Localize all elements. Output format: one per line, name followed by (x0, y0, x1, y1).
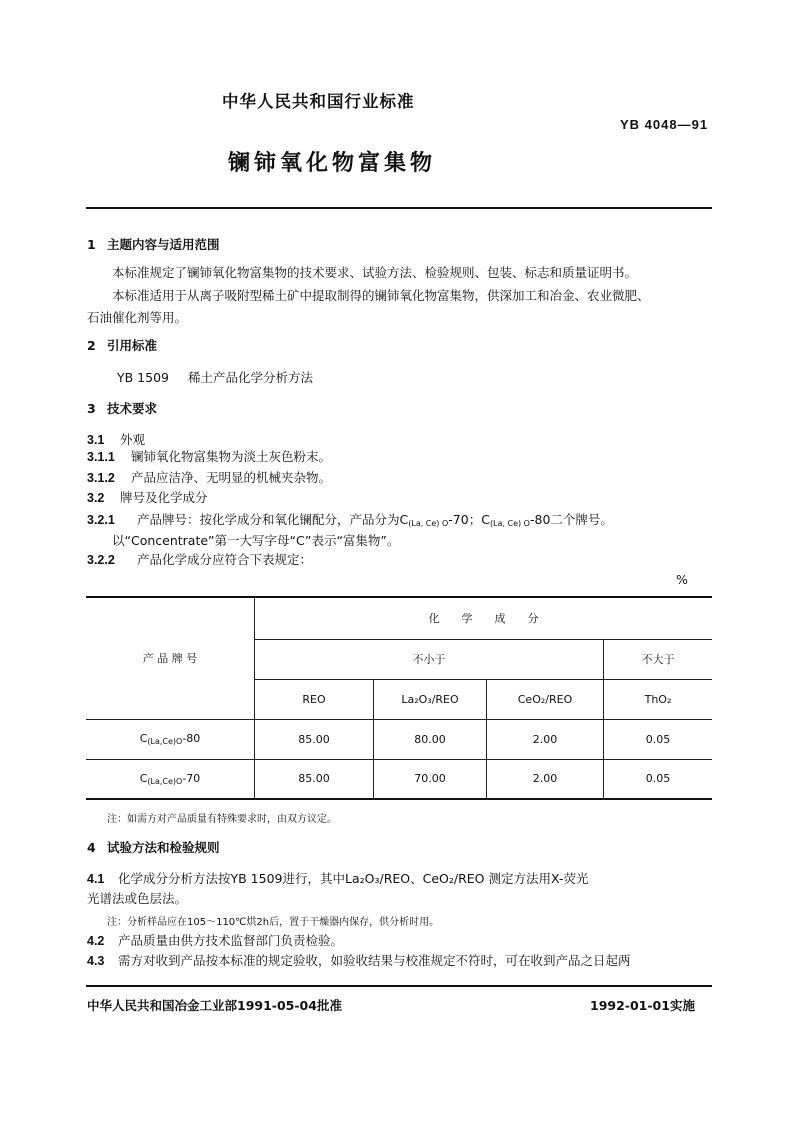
composition-header-cell (255, 597, 713, 639)
clause-3-2-1-number: 3.2.1 (87, 513, 115, 527)
max-header-cell (604, 639, 713, 679)
section-1-para-2: 本标准适用于从离子吸附型稀土矿中提取制得的镧铈氧化物富集物，供深加工和冶金、农业微肥、 (112, 288, 650, 303)
footer-rule (86, 985, 712, 987)
composition-table (86, 596, 712, 800)
grade-header-cell (86, 597, 255, 719)
section-2-number: 2 (87, 338, 96, 353)
clause-4-2-text: 产品质量由供方技术监督部门负责检验。 (118, 933, 344, 948)
grade-separator: -70；C (448, 512, 490, 527)
document-title: 镧铈氧化物富集物 (228, 151, 437, 176)
clause-3-1-1-number: 3.1.1 (87, 450, 115, 464)
unit-label: % (676, 572, 688, 587)
clause-4-1-text: 化学成分分析方法按YB 1509进行，其中La₂O₃/REO、CeO₂/REO 测定方法用X-荧光 (118, 871, 589, 886)
section-1-number: 1 (87, 237, 96, 252)
header-rule (86, 207, 712, 209)
clause-3-2-title: 牌号及化学成分 (120, 490, 208, 505)
max-header: 不大于 (641, 653, 675, 666)
grade-letter: C (139, 732, 148, 745)
clause-4-1-number: 4.1 (87, 872, 105, 886)
section-2-heading: 引用标准 (107, 338, 158, 353)
grade-cell (86, 719, 255, 759)
tho2-value: 0.05 (604, 759, 713, 799)
grade-cell (86, 759, 255, 799)
clause-3-1-1-text: 镧铈氧化物富集物为淡土灰色粉末。 (131, 449, 332, 464)
section-3-number: 3 (87, 401, 96, 416)
grade-intro-text: 产品牌号：按化学成分和氧化镧配分，产品分为C (137, 512, 409, 527)
clause-3-2-2-number: 3.2.2 (87, 553, 115, 567)
clause-4-1-text-cont: 光谱法或色层法。 (87, 891, 188, 906)
clause-4-1-note: 注：分析样品应在105～110℃烘2h后，置于干燥器内保存，供分析时用。 (107, 917, 440, 928)
reference-code: YB 1509 (117, 370, 169, 385)
grade-suffix: -80 (182, 732, 201, 745)
tho2-value: 0.05 (604, 719, 713, 759)
clause-3-2-2-text: 产品化学成分应符合下表规定： (137, 552, 313, 567)
clause-4-3-number: 4.3 (87, 954, 105, 968)
table-row (86, 759, 712, 799)
grade-subscript: (La,Ce)O (147, 776, 183, 786)
clause-3-1-2-number: 3.1.2 (87, 471, 115, 485)
table-row (86, 719, 712, 759)
section-4-heading: 试验方法和检验规则 (107, 840, 220, 855)
clause-3-2-1-line-2: 以“Concentrate”第一大写字母“C”表示“富集物”。 (112, 533, 400, 548)
section-1-para-2-cont: 石油催化剂等用。 (87, 310, 188, 325)
la-ratio-value: 70.00 (374, 759, 487, 799)
effective-date: 1992-01-01实施 (590, 998, 695, 1013)
ce-ratio-value: 2.00 (487, 759, 604, 799)
standard-number: YB 4048—91 (620, 117, 709, 132)
clause-3-2-number: 3.2 (87, 491, 105, 505)
section-4-number: 4 (87, 840, 96, 855)
approval-line: 中华人民共和国冶金工业部1991-05-04批准 (87, 998, 342, 1013)
reference-title: 稀土产品化学分析方法 (188, 370, 314, 385)
min-header-cell (255, 639, 604, 679)
grade-subscript-2: (La, Ce) O (489, 519, 530, 528)
tho2-header: ThO₂ (604, 679, 713, 719)
clause-3-1-2-text: 产品应洁净、无明显的机械夹杂物。 (131, 470, 332, 485)
clause-4-2-number: 4.2 (87, 934, 105, 948)
section-3-heading: 技术要求 (107, 401, 158, 416)
clause-3-1-title: 外观 (120, 432, 146, 447)
min-header: 不小于 (412, 653, 446, 666)
table-note: 注：如需方对产品质量有特殊要求时，由双方议定。 (107, 814, 337, 825)
reo-header: REO (255, 679, 374, 719)
clause-4-3-text: 需方对收到产品按本标准的规定验收，如验收结果与校准规定不符时，可在收到产品之日起两 (118, 953, 631, 968)
section-1-heading: 主题内容与适用范围 (107, 237, 220, 252)
reo-value: 85.00 (255, 759, 374, 799)
la-ratio-value: 80.00 (374, 719, 487, 759)
clause-3-2-1-text (137, 512, 613, 532)
grade-subscript-1: (La, Ce) O (408, 519, 449, 528)
composition-header: 化 学 成 分 (428, 612, 539, 626)
ce-ratio-value: 2.00 (487, 719, 604, 759)
grade-suffix-text: -80二个牌号。 (529, 512, 613, 527)
grade-letter: C (139, 771, 148, 785)
standard-category: 中华人民共和国行业标准 (222, 92, 415, 111)
la-ratio-header: La₂O₃/REO (374, 679, 487, 719)
grade-subscript: (La,Ce)O (147, 737, 183, 746)
ce-ratio-header: CeO₂/REO (487, 679, 604, 719)
clause-3-1-number: 3.1 (87, 433, 105, 447)
section-1-para-1: 本标准规定了镧铈氧化物富集物的技术要求、试验方法、检验规则、包装、标志和质量证明书。 (112, 265, 638, 280)
reo-value: 85.00 (255, 719, 374, 759)
grade-header: 产 品 牌 号 (142, 652, 198, 666)
grade-suffix: -70 (182, 771, 201, 785)
